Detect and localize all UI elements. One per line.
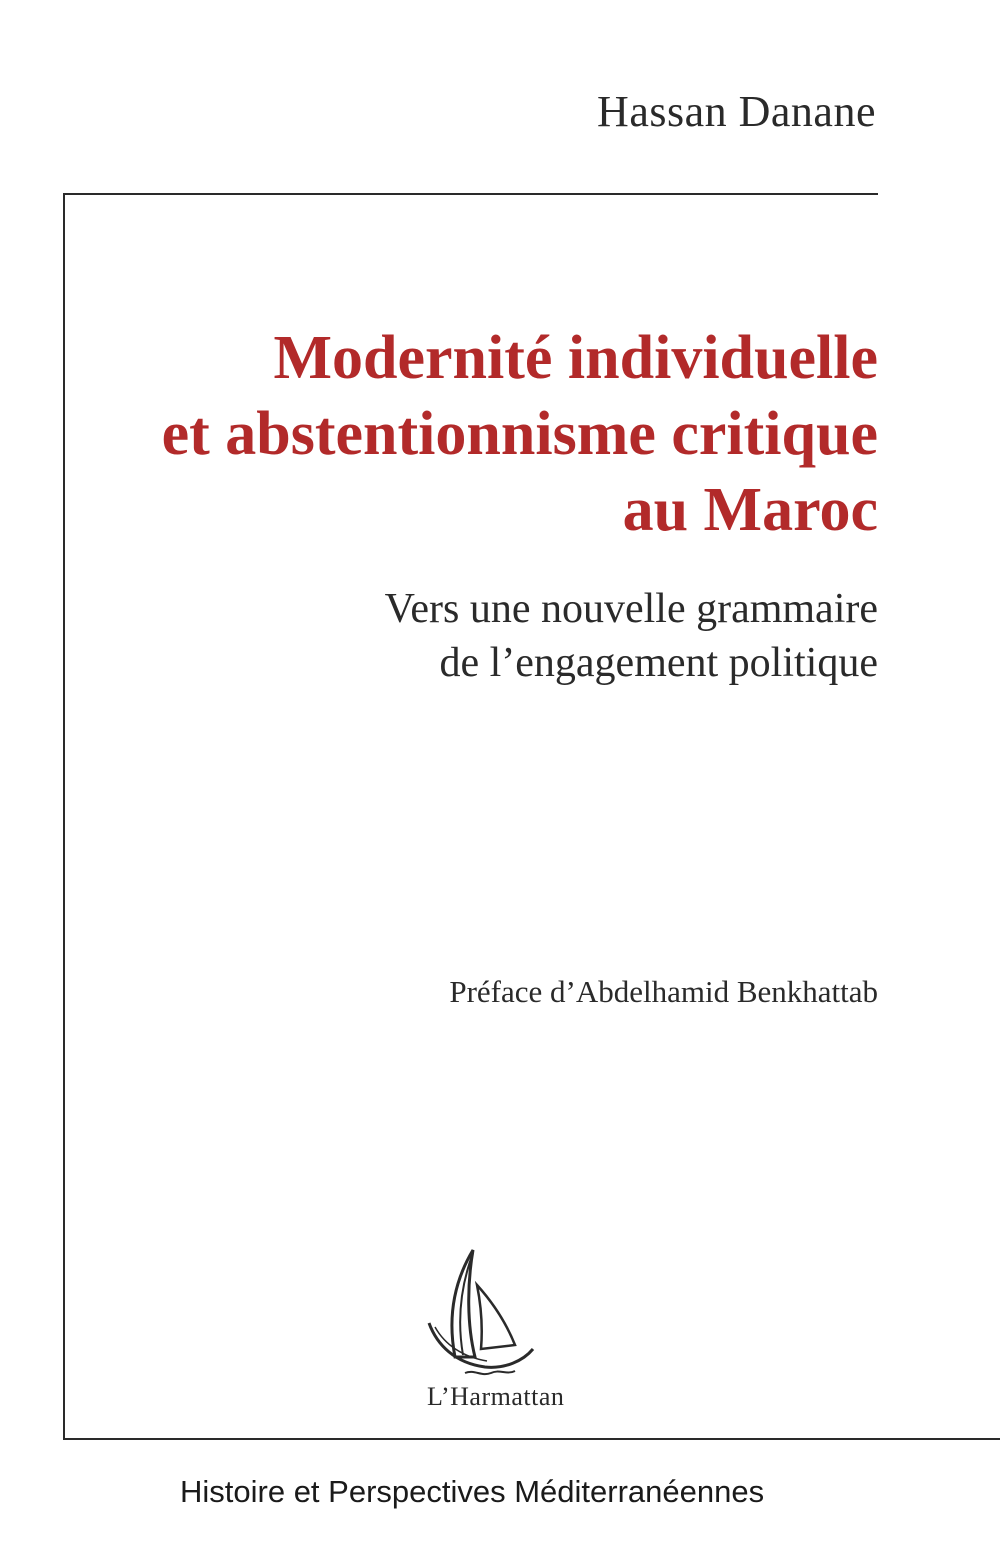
publisher-name: L’Harmattan [427, 1382, 565, 1411]
sailboat-icon [415, 1245, 545, 1385]
title-line: Modernité individuelle [273, 324, 878, 392]
preface-credit: Préface d’Abdelhamid Benkhattab [449, 974, 878, 1009]
subtitle-line: Vers une nouvelle grammaire [384, 586, 878, 632]
frame-top-rule [63, 193, 878, 195]
book-subtitle [78, 582, 878, 690]
frame-bottom-rule [63, 1438, 1000, 1440]
title-line: au Maroc [622, 476, 878, 544]
frame-left-rule [63, 193, 65, 1440]
publisher-logo [405, 1245, 595, 1425]
title-line: et abstentionnisme critique [161, 400, 878, 468]
book-title [78, 320, 878, 548]
series-name: Histoire et Perspectives Méditerranéennes [180, 1474, 765, 1509]
author-name: Hassan Danane [597, 87, 876, 136]
subtitle-line: de l’engagement politique [439, 640, 878, 686]
